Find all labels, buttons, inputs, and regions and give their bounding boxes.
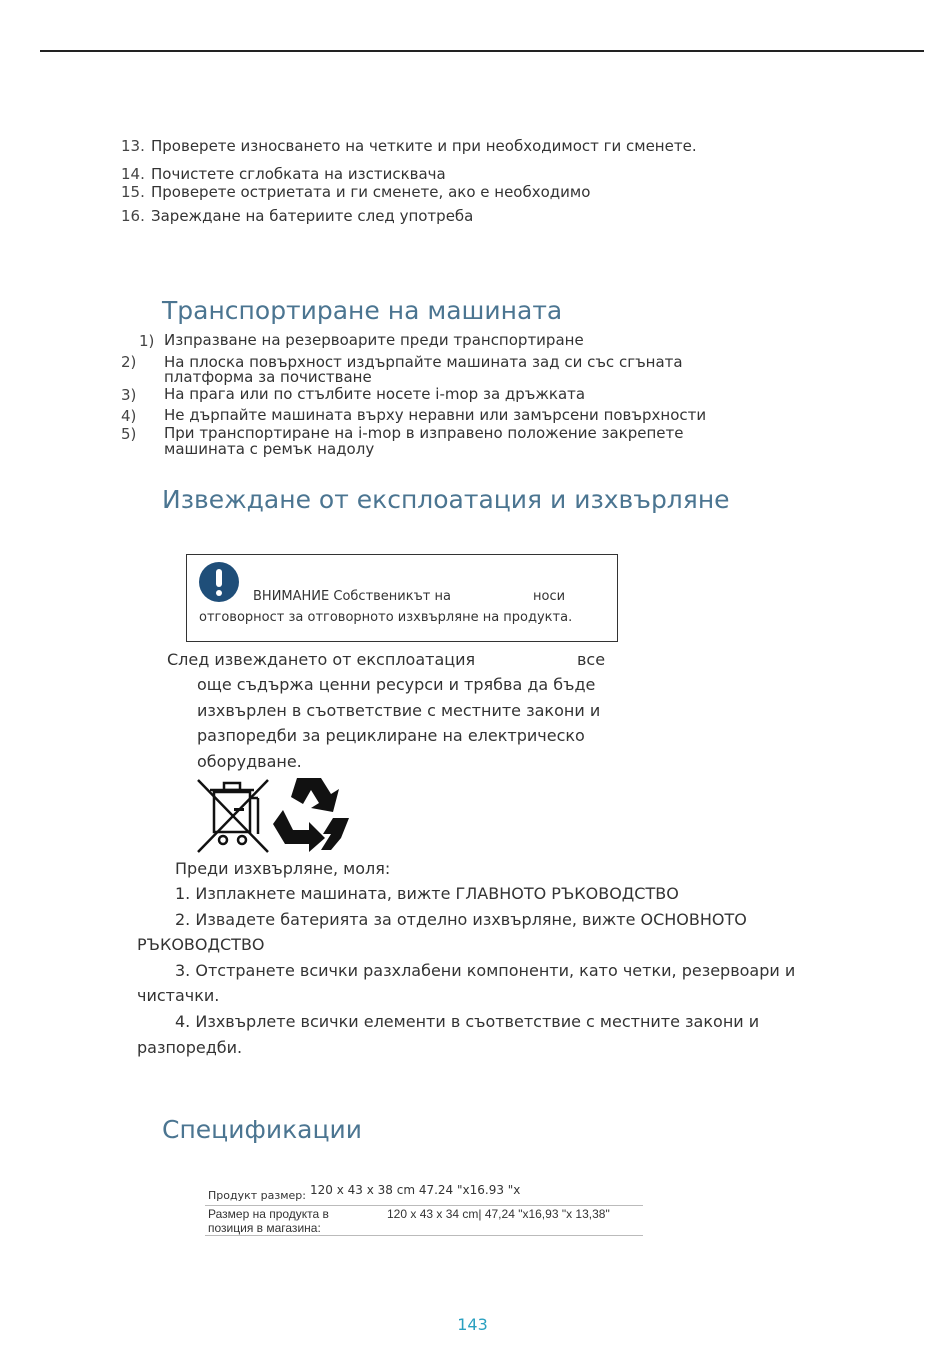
spec-label-cont: позиция в магазина: bbox=[208, 1221, 321, 1235]
item-text: Проверете остриетата и ги сменете, ако е необходимо bbox=[151, 183, 591, 201]
item-number: 13. bbox=[121, 137, 145, 155]
transport-item-text-cont: платформа за почистване bbox=[164, 368, 372, 386]
transport-item-number: 3) bbox=[121, 386, 137, 404]
transport-item-number: 4) bbox=[121, 407, 137, 425]
transport-item-text: Не дърпайте машината върху неравни или замърсени повърхности bbox=[164, 406, 707, 424]
list-item bbox=[121, 184, 590, 201]
disposal-step: 1. Изплакнете машината, вижте ГЛАВНОТО РЪКОВОДСТВО bbox=[175, 884, 679, 903]
warning-box bbox=[186, 554, 618, 642]
transport-item-number: 2) bbox=[121, 353, 137, 371]
warning-text-end: носи bbox=[533, 589, 566, 604]
disposal-step-cont: чистачки. bbox=[137, 986, 220, 1005]
transport-item-number: 5) bbox=[121, 425, 137, 443]
list-item bbox=[121, 138, 697, 155]
exclamation-icon bbox=[199, 562, 239, 602]
item-number: 14. bbox=[121, 165, 145, 183]
disposal-step: 4. Изхвърлете всички елементи в съответствие с местните закони и bbox=[175, 1012, 760, 1031]
disposal-step-cont: разпоредби. bbox=[137, 1038, 243, 1057]
disposal-paragraph-line: оборудване. bbox=[197, 752, 302, 771]
spec-divider bbox=[205, 1205, 643, 1206]
disposal-paragraph-line: още съдържа ценни ресурси и трябва да бъде bbox=[197, 675, 596, 694]
transport-item-text: При транспортиране на i-mop в изправено положение закрепете bbox=[164, 424, 684, 442]
warning-text-line2: отговорност за отговорното изхвърляне на продукта. bbox=[199, 610, 573, 625]
spec-value: 120 x 43 x 38 cm 47.24 "x16.93 "x bbox=[310, 1183, 521, 1197]
transport-heading: Транспортиране на машината bbox=[162, 296, 563, 325]
disposal-paragraph: След извеждането от експлоатация bbox=[167, 650, 476, 669]
spec-label: Размер на продукта в bbox=[208, 1207, 329, 1221]
disposal-step: 3. Отстранете всички разхлабени компоненти, като четки, резервоари и bbox=[175, 961, 796, 980]
specs-heading: Спецификации bbox=[162, 1115, 362, 1144]
item-text: Проверете износването на четките и при необходимост ги сменете. bbox=[151, 137, 697, 155]
list-item bbox=[121, 166, 446, 183]
disposal-heading: Извеждане от експлоатация и изхвърляне bbox=[162, 485, 730, 514]
transport-item-text-cont: машината с ремък надолу bbox=[164, 440, 375, 458]
crossed-bin-icon bbox=[196, 778, 270, 854]
list-item bbox=[121, 208, 473, 225]
transport-item-text: На плоска повърхност издърпайте машината зад си със сгъната bbox=[164, 353, 683, 371]
disposal-paragraph-line: разпоредби за рециклиране на електрическо bbox=[197, 726, 585, 745]
item-number: 16. bbox=[121, 207, 145, 225]
item-number: 15. bbox=[121, 183, 145, 201]
item-text: Почистете сглобката на изстисквача bbox=[151, 165, 446, 183]
transport-item-number: 1) bbox=[139, 332, 155, 350]
transport-item-text: Изпразване на резервоарите преди транспортиране bbox=[164, 331, 584, 349]
spec-divider bbox=[205, 1235, 643, 1236]
disposal-step: 2. Извадете батерията за отделно изхвърляне, вижте ОСНОВНОТО bbox=[175, 910, 747, 929]
item-text: Зареждане на батериите след употреба bbox=[151, 207, 474, 225]
page-number: 143 bbox=[457, 1315, 488, 1334]
spec-label: Продукт размер: bbox=[208, 1189, 306, 1202]
transport-item-text: На прага или по стълбите носете i-mop за дръжката bbox=[164, 385, 586, 403]
spec-value: 120 x 43 x 34 cm| 47,24 "x16,93 "x 13,38" bbox=[387, 1207, 610, 1221]
disposal-paragraph-end: все bbox=[577, 650, 606, 669]
disposal-step-cont: РЪКОВОДСТВО bbox=[137, 935, 265, 954]
disposal-paragraph-line: изхвърлен в съответствие с местните закони и bbox=[197, 701, 601, 720]
before-disposal-label: Преди изхвърляне, моля: bbox=[175, 859, 391, 878]
recycle-icon bbox=[269, 774, 353, 854]
warning-text: ВНИМАНИЕ Собственикът на bbox=[253, 589, 451, 604]
header-rule bbox=[40, 50, 924, 52]
